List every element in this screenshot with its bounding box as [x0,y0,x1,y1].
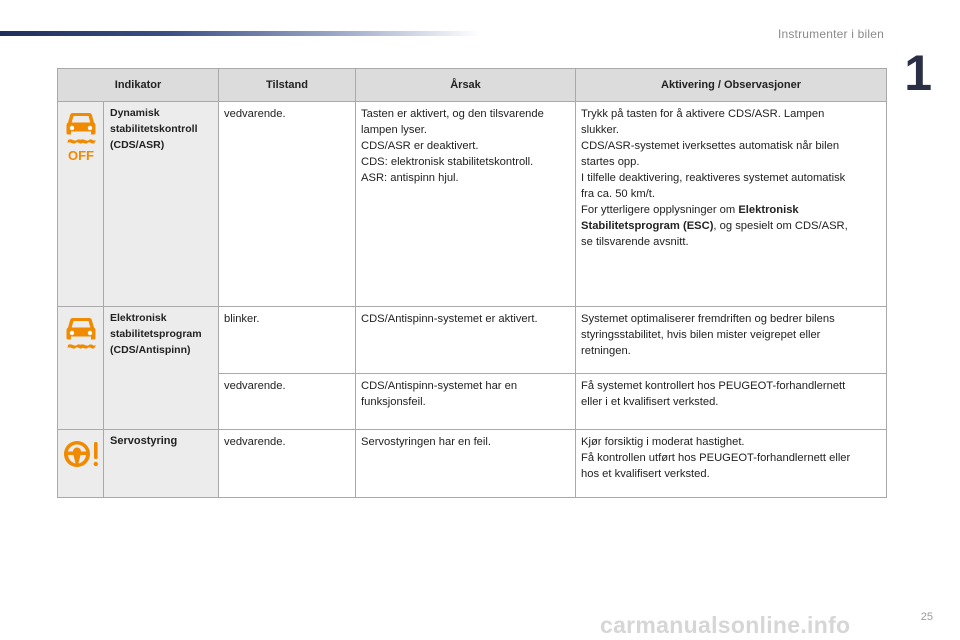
note-line: CDS/ASR-systemet iverksettes automatisk når bilen [581,140,840,152]
note-line: fra ca. 50 km/t. [581,188,656,200]
note-line: startes opp. [581,156,640,168]
cross-reference: Elektronisk [738,204,799,216]
indicator-icon-cell [58,430,104,498]
indicator-name-line: (CDS/Antispinn) [110,344,191,356]
indicator-name-line: Elektronisk [110,312,167,324]
steering-wheel-warning-icon [62,438,100,472]
cause-cell [356,307,576,374]
note-line: eller i et kvalifisert verksted. [581,396,719,408]
note-line: I tilfelle deaktivering, reaktiveres systemet automatisk [581,172,846,184]
note-line: Få kontrollen utført hos PEUGEOT-forhandlernett eller [581,452,851,464]
header-indikator: Indikator [58,69,219,102]
note-line: retningen. [581,345,631,357]
cause-line: Servostyringen har en feil. [361,436,491,448]
note-line [581,202,881,218]
state-cell: vedvarende. [219,430,356,498]
cause-line: CDS/Antispinn-systemet har en [361,380,518,392]
header-accent-bar [0,31,480,36]
table-row [58,102,887,307]
observation-cell [576,430,887,498]
cause-line: ASR: antispinn hjul. [361,172,459,184]
cause-line: CDS/ASR er deaktivert. [361,140,479,152]
indicator-table [57,68,887,498]
cause-line: CDS/Antispinn-systemet er aktivert. [361,313,538,325]
indicator-name-line: stabilitetskontroll [110,123,198,135]
table-row [58,430,887,498]
note-text: , og spesielt om CDS/ASR, [713,220,848,232]
observation-cell [576,307,887,374]
cause-line: Tasten er aktivert, og den tilsvarende [361,108,544,120]
car-skid-icon [64,315,98,355]
chapter-number: 1 [904,45,932,101]
state-cell: vedvarende. [219,374,356,430]
cross-reference: Stabilitetsprogram (ESC) [581,220,714,232]
note-text: For ytterligere opplysninger om [581,204,739,216]
note-line: slukker. [581,124,619,136]
observation-cell [576,374,887,430]
observation-cell [576,102,887,307]
section-title: Instrumenter i bilen [777,27,884,41]
header-aktivering: Aktivering / Observasjoner [576,69,887,102]
indicator-name [104,430,219,498]
cause-cell [356,102,576,307]
state-cell: vedvarende. [219,102,356,307]
note-line: styringsstabilitet, hvis bilen mister veigrepet eller [581,329,821,341]
indicator-name-line: Servostyring [110,435,178,447]
page-number: 25 [920,611,933,623]
cause-cell [356,430,576,498]
indicator-name-line: (CDS/ASR) [110,139,165,151]
note-line: Få systemet kontrollert hos PEUGEOT-forhandlernett [581,380,846,392]
header-arsak: Årsak [356,69,576,102]
svg-text:OFF: OFF [67,148,94,162]
table-header-row [58,69,887,102]
indicator-icon-cell [58,102,104,307]
table-row [58,307,887,374]
note-line: Systemet optimaliserer fremdriften og bedrer bilens [581,313,835,325]
car-skid-off-icon [64,110,98,162]
cause-line: lampen lyser. [361,124,427,136]
note-line: hos et kvalifisert verksted. [581,468,710,480]
cause-line: funksjonsfeil. [361,396,426,408]
indicator-name-line: Dynamisk [110,107,160,119]
watermark: carmanualsonline.info [600,612,851,638]
note-line: se tilsvarende avsnitt. [581,236,689,248]
indicator-name [104,102,219,307]
header-tilstand: Tilstand [219,69,356,102]
indicator-name [104,307,219,430]
note-line: Kjør forsiktig i moderat hastighet. [581,436,745,448]
state-cell: blinker. [219,307,356,374]
note-line: Trykk på tasten for å aktivere CDS/ASR. Lampen [581,108,825,120]
note-line [581,218,881,234]
indicator-name-line: stabilitetsprogram [110,328,202,340]
cause-cell [356,374,576,430]
cause-line: CDS: elektronisk stabilitetskontroll. [361,156,534,168]
indicator-icon-cell [58,307,104,430]
